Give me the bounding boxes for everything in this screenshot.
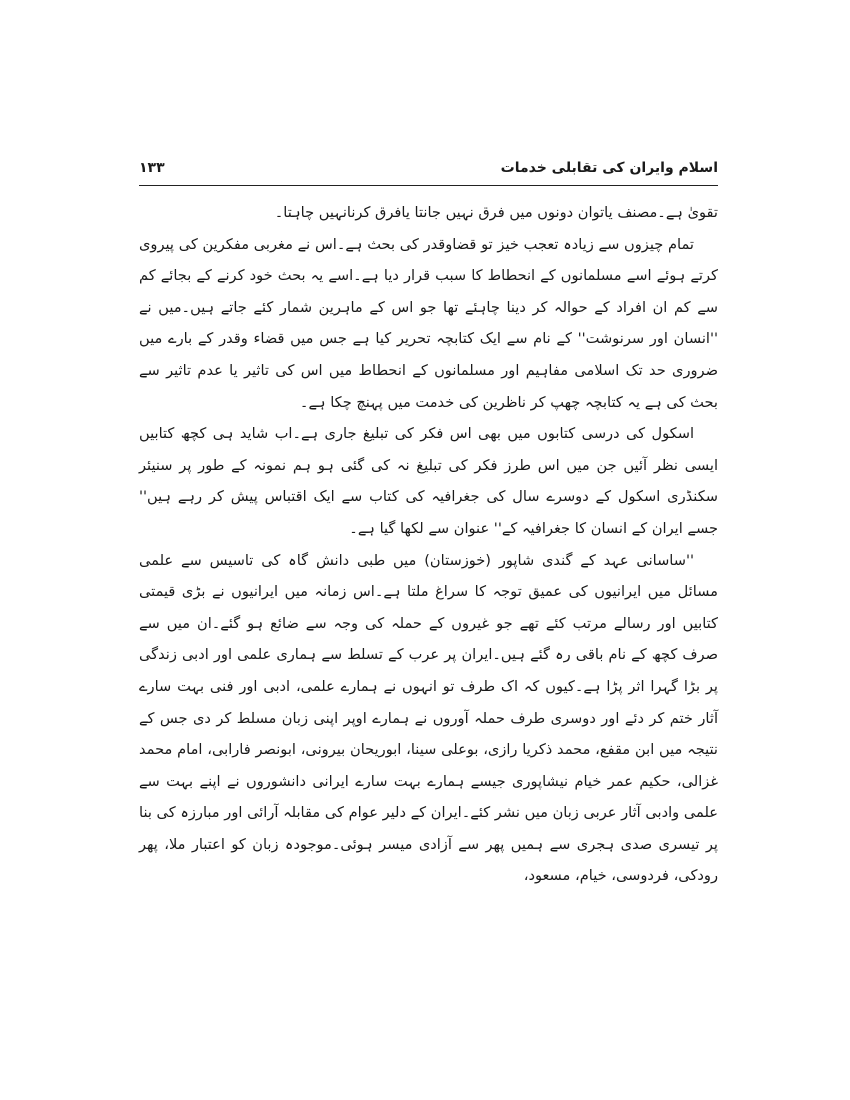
paragraph-continued: تقویٰ ہے۔مصنف یاتوان دونوں میں فرق نہیں جانتا یافرق کرنانہیں چاہتا۔ [274, 204, 718, 221]
running-header-title: اسلام وایران کی تقابلی خدمات [500, 160, 718, 176]
paragraph-school-textbooks: اسکول کی درسی کتابوں میں بھی اس فکر کی تبلیغ جاری ہے۔اب شاید ہی کچھ کتابیں ایسی نظر آئیں جن میں اس طرز فکر کی تبلیغ نہ کی گئی ہو ہم نمونہ کے طور پر سنیئر سکنڈری اسکول کے دوسرے سال کی جغرافیہ کی کتاب سے ایک اقتباس پیش کر رہے ہیں'' جسے ایران کے انسان کا جغرافیہ کے'' عنوان سے لکھا گیا ہے۔ [139, 425, 718, 537]
running-header [139, 158, 718, 184]
paragraph-textbook-quotation: ''ساسانی عہد کے گندی شاپور (خوزستان) میں طبی دانش گاہ کی تاسیس سے علمی مسائل میں ایرانیوں کی عمیق توجہ کا سراغ ملتا ہے۔اس زمانہ میں ایرانیوں نے بڑی قیمتی کتابیں اور رسالے مرتب کئے تھے جو غیروں کے حملہ کی وجہ سے ضائع ہو گئے۔ان میں سے صرف کچھ کے نام باقی رہ گئے ہیں۔ایران پر عرب کے تسلط سے ہماری علمی اور ادبی زندگی پر بڑا گہرا اثر پڑا ہے۔کیوں کہ اک طرف تو انہوں نے ہمارے علمی، ادبی اور فنی بہت سارے آثار ختم کر دئے اور دوسری طرف حملہ آوروں نے ہمارے اوپر اپنی زبان مسلط کر دی جس کے نتیجہ میں ابن مقفع، محمد ذکریا رازی، بوعلی سینا، ابوریحان بیرونی، ابونصر فارابی، امام محمد غزالی، حکیم عمر خیام نیشاپوری جیسے ہمارے بہت سارے ایرانی دانشوروں نے اپنے بہت سے علمی وادبی آثار عربی زبان میں نشر کئے۔ایران کے دلیر عوام کی مقابلہ آرائی اور مبارزہ کی بنا پر تیسری صدی ہجری سے ہمیں پھر سے آزادی میسر ہوئی۔موجودہ زبان کو اعتبار ملا، پھر رودکی، فردوسی، خیام، مسعود، [139, 551, 718, 885]
header-divider [139, 185, 718, 186]
page-number: ۱۳۳ [139, 160, 165, 176]
paragraph-qaza-o-qadar: تمام چیزوں سے زیادہ تعجب خیز تو قضاوقدر کی بحث ہے۔اس نے مغربی مفکرین کی پیروی کرتے ہوئے اسے مسلمانوں کے انحطاط کا سبب قرار دیا ہے۔اسے یہ بحث خود کرنے کے بجائے کم سے کم ان افراد کے حوالہ کر دینا چاہئے تھا جو اس کے ماہرین شمار کئے جاتے ہیں۔میں نے ''انسان اور سرنوشت'' کے نام سے ایک کتابچہ تحریر کیا ہے جس میں قضاء وقدر کے بارے میں ضروری حد تک اسلامی مفاہیم اور مسلمانوں کے انحطاط میں اس کی تاثیر یا عدم تاثیر سے بحث کی ہے یہ کتابچہ چھپ کر ناظرین کی خدمت میں پہنچ چکا ہے۔ [139, 235, 718, 411]
page-body [139, 197, 718, 892]
